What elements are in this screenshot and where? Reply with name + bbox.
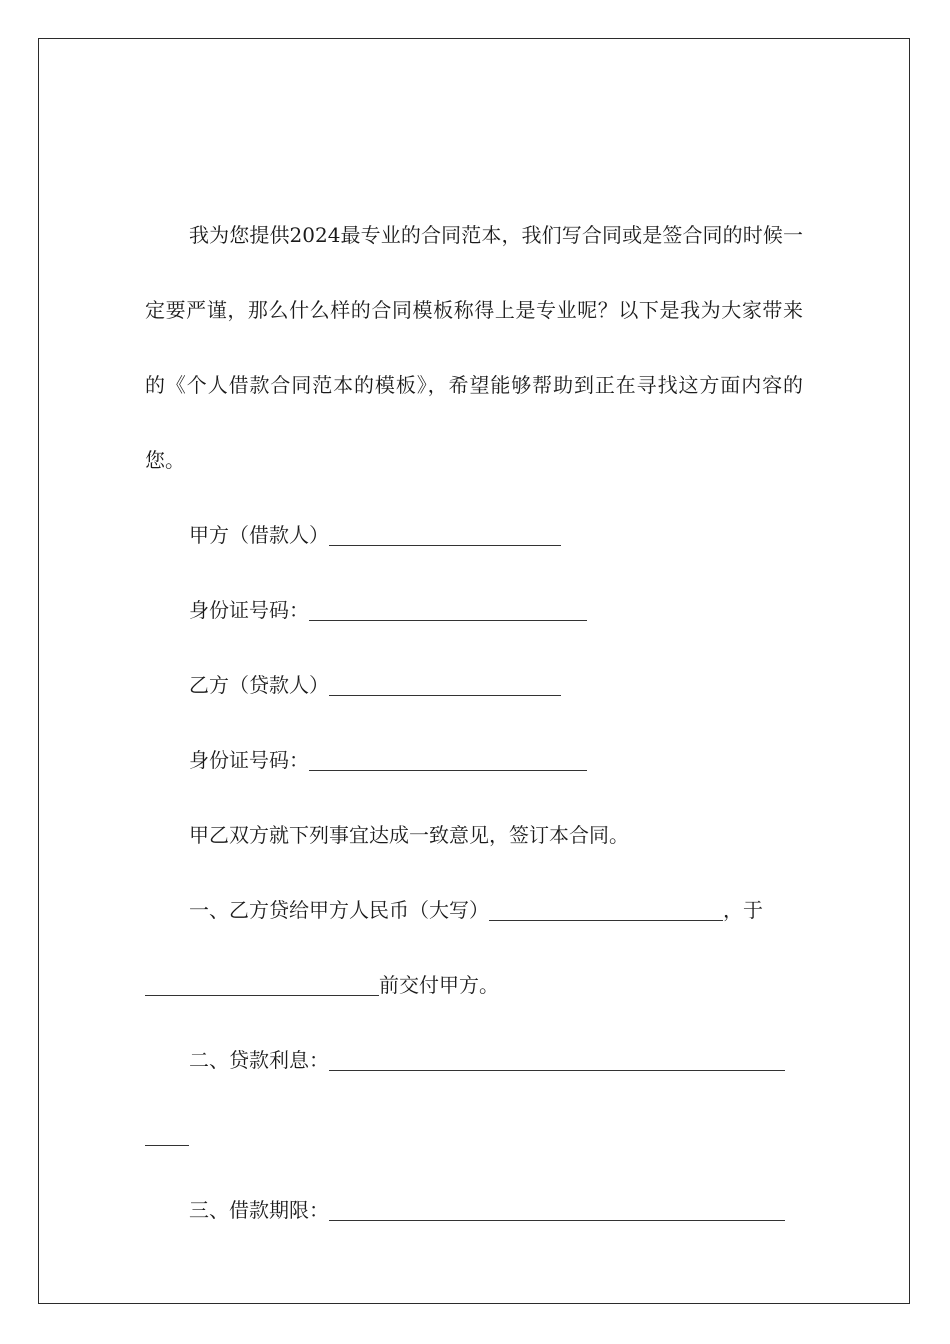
intro-paragraph: 我为您提供2024最专业的合同范本，我们写合同或是签合同的时候一定要严谨，那么什么样的合同模板称得上是专业呢？以下是我为大家带来的《个人借款合同范本的模板》，希望能够帮助到正在寻找这方面内容的您。 [145, 223, 803, 472]
delivery-date-blank[interactable] [145, 975, 379, 996]
interest-blank-continued[interactable] [145, 1125, 189, 1146]
party-a-id-label: 身份证号码： [189, 598, 309, 622]
clause-3-label: 三、借款期限： [189, 1198, 329, 1222]
party-b-row [145, 648, 803, 723]
party-a-row [145, 498, 803, 573]
party-b-id-blank[interactable] [309, 750, 587, 771]
clause-2-label: 二、贷款利息： [189, 1048, 329, 1072]
party-a-label: 甲方（借款人） [189, 523, 329, 547]
clause-1-row [145, 873, 803, 948]
loan-term-blank[interactable] [329, 1200, 785, 1221]
contract-body [145, 198, 803, 1248]
party-b-label: 乙方（贷款人） [189, 673, 329, 697]
clause-1-tail: 前交付甲方。 [379, 973, 499, 997]
party-a-name-blank[interactable] [329, 525, 561, 546]
clause-2-continuation [145, 1098, 803, 1173]
clause-1-separator: ，于 [723, 898, 763, 922]
party-b-name-blank[interactable] [329, 675, 561, 696]
party-a-id-blank[interactable] [309, 600, 587, 621]
agreement-statement: 甲乙双方就下列事宜达成一致意见，签订本合同。 [189, 823, 629, 847]
interest-blank[interactable] [329, 1050, 785, 1071]
clause-3-row [145, 1173, 803, 1248]
party-b-id-row [145, 723, 803, 798]
party-a-id-row [145, 573, 803, 648]
clause-1-continuation [145, 948, 803, 1023]
clause-1-text: 一、乙方贷给甲方人民币（大写） [189, 898, 489, 922]
clause-2-row [145, 1023, 803, 1098]
loan-amount-blank[interactable] [489, 900, 723, 921]
party-b-id-label: 身份证号码： [189, 748, 309, 772]
